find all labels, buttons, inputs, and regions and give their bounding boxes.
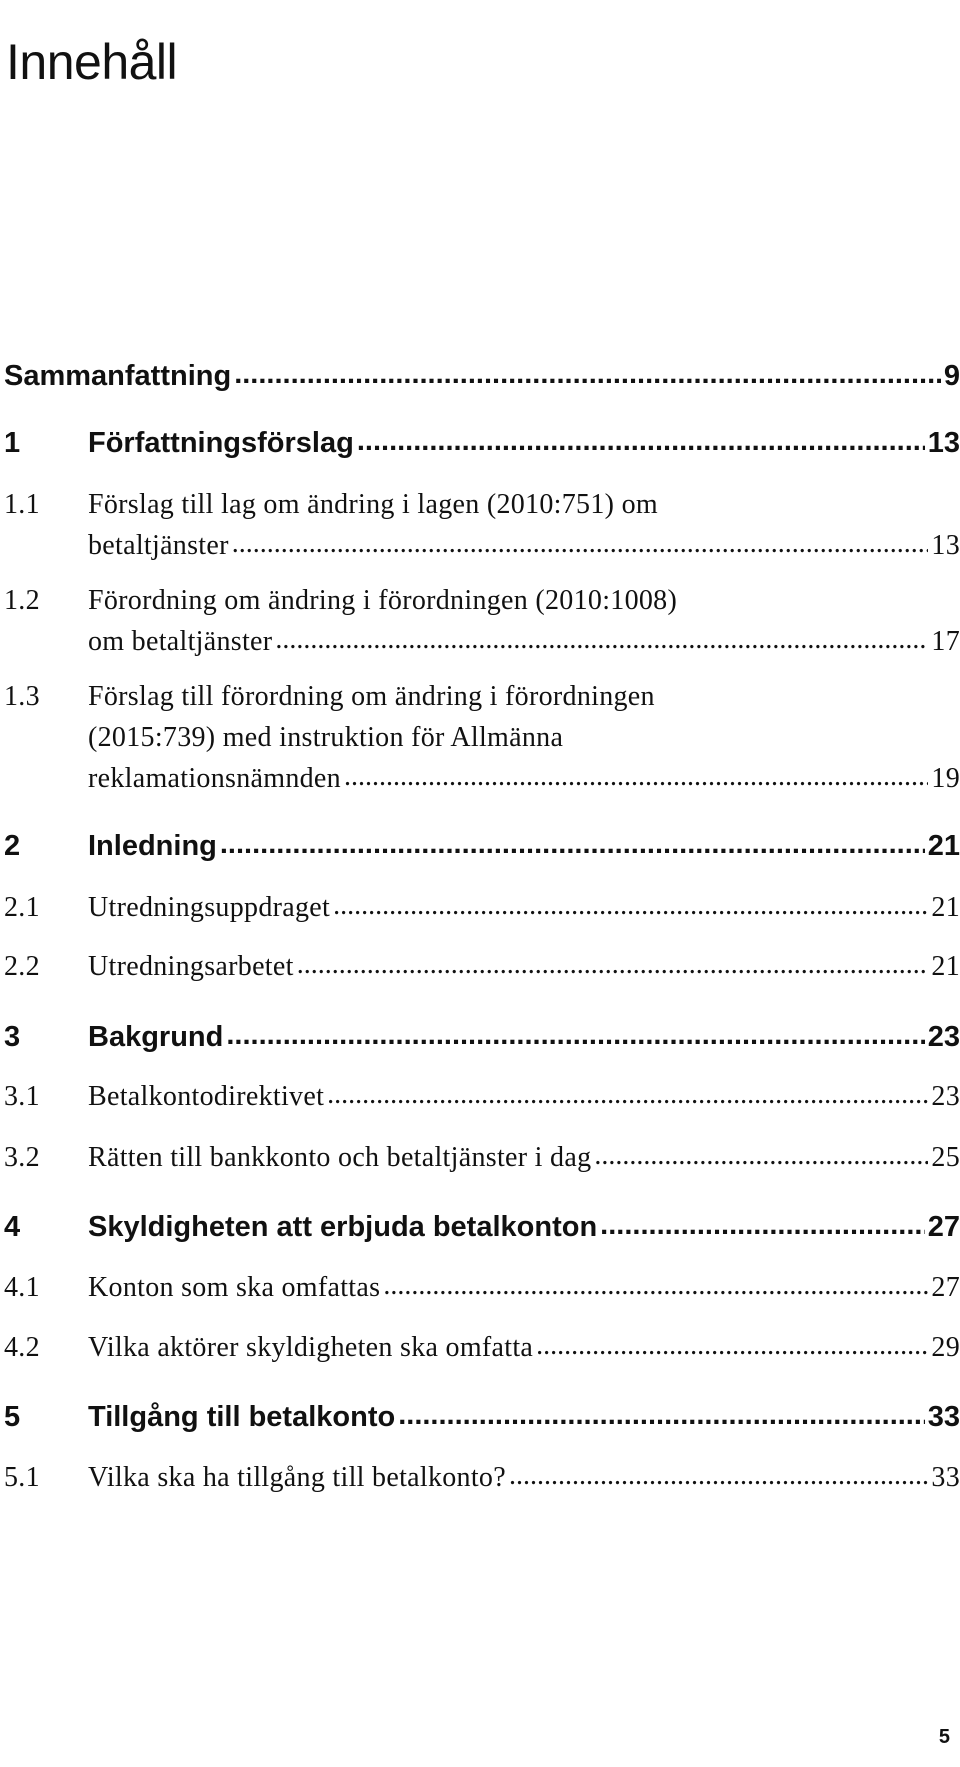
toc-entry-number: 3.2 (4, 1142, 40, 1173)
dot-leader (234, 356, 941, 392)
toc-entry-number: 1 (4, 427, 21, 459)
toc-entry-number: 3 (4, 1021, 21, 1053)
page-number: 5 (938, 1726, 950, 1748)
toc-entry-title: Skyldigheten att erbjuda betalkonton (88, 1211, 598, 1243)
toc-entry-page: 21 (927, 830, 960, 862)
toc-entry-title-line: Förslag till lag om ändring i lagen (2010:751) om (88, 489, 658, 520)
toc-entry-4-2[interactable] (4, 1330, 960, 1366)
toc-entry-title: Vilka ska ha tillgång till betalkonto? (88, 1462, 506, 1493)
toc-entry-chapter-4[interactable] (4, 1209, 960, 1245)
dot-leader (297, 947, 929, 983)
toc-entry-1-3-first-line[interactable] (4, 679, 960, 715)
toc-entry-page: 19 (931, 763, 960, 794)
toc-entry-number: 3.1 (4, 1081, 40, 1112)
toc-entry-1-2-first-line[interactable] (4, 583, 960, 619)
toc-entry-summary[interactable] (4, 358, 960, 394)
toc-entry-title: Rätten till bankkonto och betaltjänster i dag (88, 1142, 592, 1173)
toc-entry-chapter-2[interactable] (4, 828, 960, 864)
dot-leader (536, 1328, 928, 1364)
toc-entry-title-line: Förordning om ändring i förordningen (2010:1008) (88, 585, 678, 616)
toc-entry-title: Författningsförslag (88, 427, 354, 459)
toc-entry-1-3-second-line: (2015:739) med instruktion för Allmänna (88, 722, 564, 753)
toc-entry-title-line: Förslag till förordning om ändring i förordningen (88, 681, 655, 712)
toc-entry-number: 5.1 (4, 1462, 40, 1493)
toc-entry-page: 23 (931, 1081, 960, 1112)
dot-leader (357, 423, 925, 459)
dot-leader (232, 526, 929, 562)
toc-entry-chapter-3[interactable] (4, 1019, 960, 1055)
toc-entry-1-1-first-line[interactable] (4, 487, 960, 523)
toc-entry-3-2[interactable] (4, 1140, 960, 1176)
toc-entry-page: 21 (931, 951, 960, 982)
toc-entry-page: 27 (927, 1211, 960, 1243)
toc-entry-title: Bakgrund (88, 1021, 224, 1053)
dot-leader (509, 1458, 928, 1494)
toc-entry-page: 25 (931, 1142, 960, 1173)
toc-entry-1-3[interactable] (4, 761, 960, 797)
toc-entry-title: Sammanfattning (4, 360, 232, 392)
toc-entry-page: 13 (931, 530, 960, 561)
toc-entry-page: 17 (931, 626, 960, 657)
dot-leader (333, 888, 928, 924)
toc-entry-page: 23 (927, 1021, 960, 1053)
toc-entry-number: 4 (4, 1211, 21, 1243)
dot-leader (594, 1138, 928, 1174)
toc-entry-1-1[interactable] (4, 528, 960, 564)
toc-entry-title: Tillgång till betalkonto (88, 1401, 396, 1433)
toc-entry-page: 9 (943, 360, 960, 392)
toc-entry-page: 13 (927, 427, 960, 459)
dot-leader (327, 1077, 928, 1113)
dot-leader (600, 1207, 925, 1243)
toc-entry-number: 2.1 (4, 892, 40, 923)
toc-entry-4-1[interactable] (4, 1270, 960, 1306)
toc-entry-number: 1.3 (4, 681, 40, 712)
toc-entry-page: 21 (931, 892, 960, 923)
toc-entry-title: Utredningsarbetet (88, 951, 294, 982)
toc-entry-chapter-5[interactable] (4, 1399, 960, 1435)
toc-entry-number: 1.2 (4, 585, 40, 616)
toc-entry-page: 29 (931, 1332, 960, 1363)
dot-leader (226, 1017, 924, 1053)
toc-entry-title: Vilka aktörer skyldigheten ska omfatta (88, 1332, 534, 1363)
page-title: Innehåll (6, 33, 178, 90)
dot-leader (220, 826, 925, 862)
dot-leader (344, 759, 928, 795)
toc-entry-chapter-1[interactable] (4, 425, 960, 461)
toc-entry-number: 4.1 (4, 1272, 40, 1303)
toc-entry-page: 33 (931, 1462, 960, 1493)
toc-entry-2-2[interactable] (4, 949, 960, 985)
toc-entry-number: 4.2 (4, 1332, 40, 1363)
toc-entry-number: 1.1 (4, 489, 40, 520)
toc-entry-page: 27 (931, 1272, 960, 1303)
toc-entry-number: 5 (4, 1401, 21, 1433)
dot-leader (398, 1397, 925, 1433)
toc-entry-title: Konton som ska omfattas (88, 1272, 381, 1303)
toc-entry-2-1[interactable] (4, 890, 960, 926)
toc-entry-title: om betaltjänster (88, 626, 273, 657)
toc-entry-number: 2.2 (4, 951, 40, 982)
toc-entry-title: betaltjänster (88, 530, 229, 561)
toc-entry-title: Betalkontodirektivet (88, 1081, 325, 1112)
toc-entry-1-2[interactable] (4, 624, 960, 660)
toc-entry-5-1[interactable] (4, 1460, 960, 1496)
toc-entry-title: Inledning (88, 830, 217, 862)
toc-entry-number: 2 (4, 830, 21, 862)
toc-entry-3-1[interactable] (4, 1079, 960, 1115)
toc-entry-title: reklamationsnämnden (88, 763, 341, 794)
toc-entry-page: 33 (927, 1401, 960, 1433)
toc-entry-title: Utredningsuppdraget (88, 892, 331, 923)
dot-leader (275, 622, 928, 658)
dot-leader (383, 1268, 928, 1304)
